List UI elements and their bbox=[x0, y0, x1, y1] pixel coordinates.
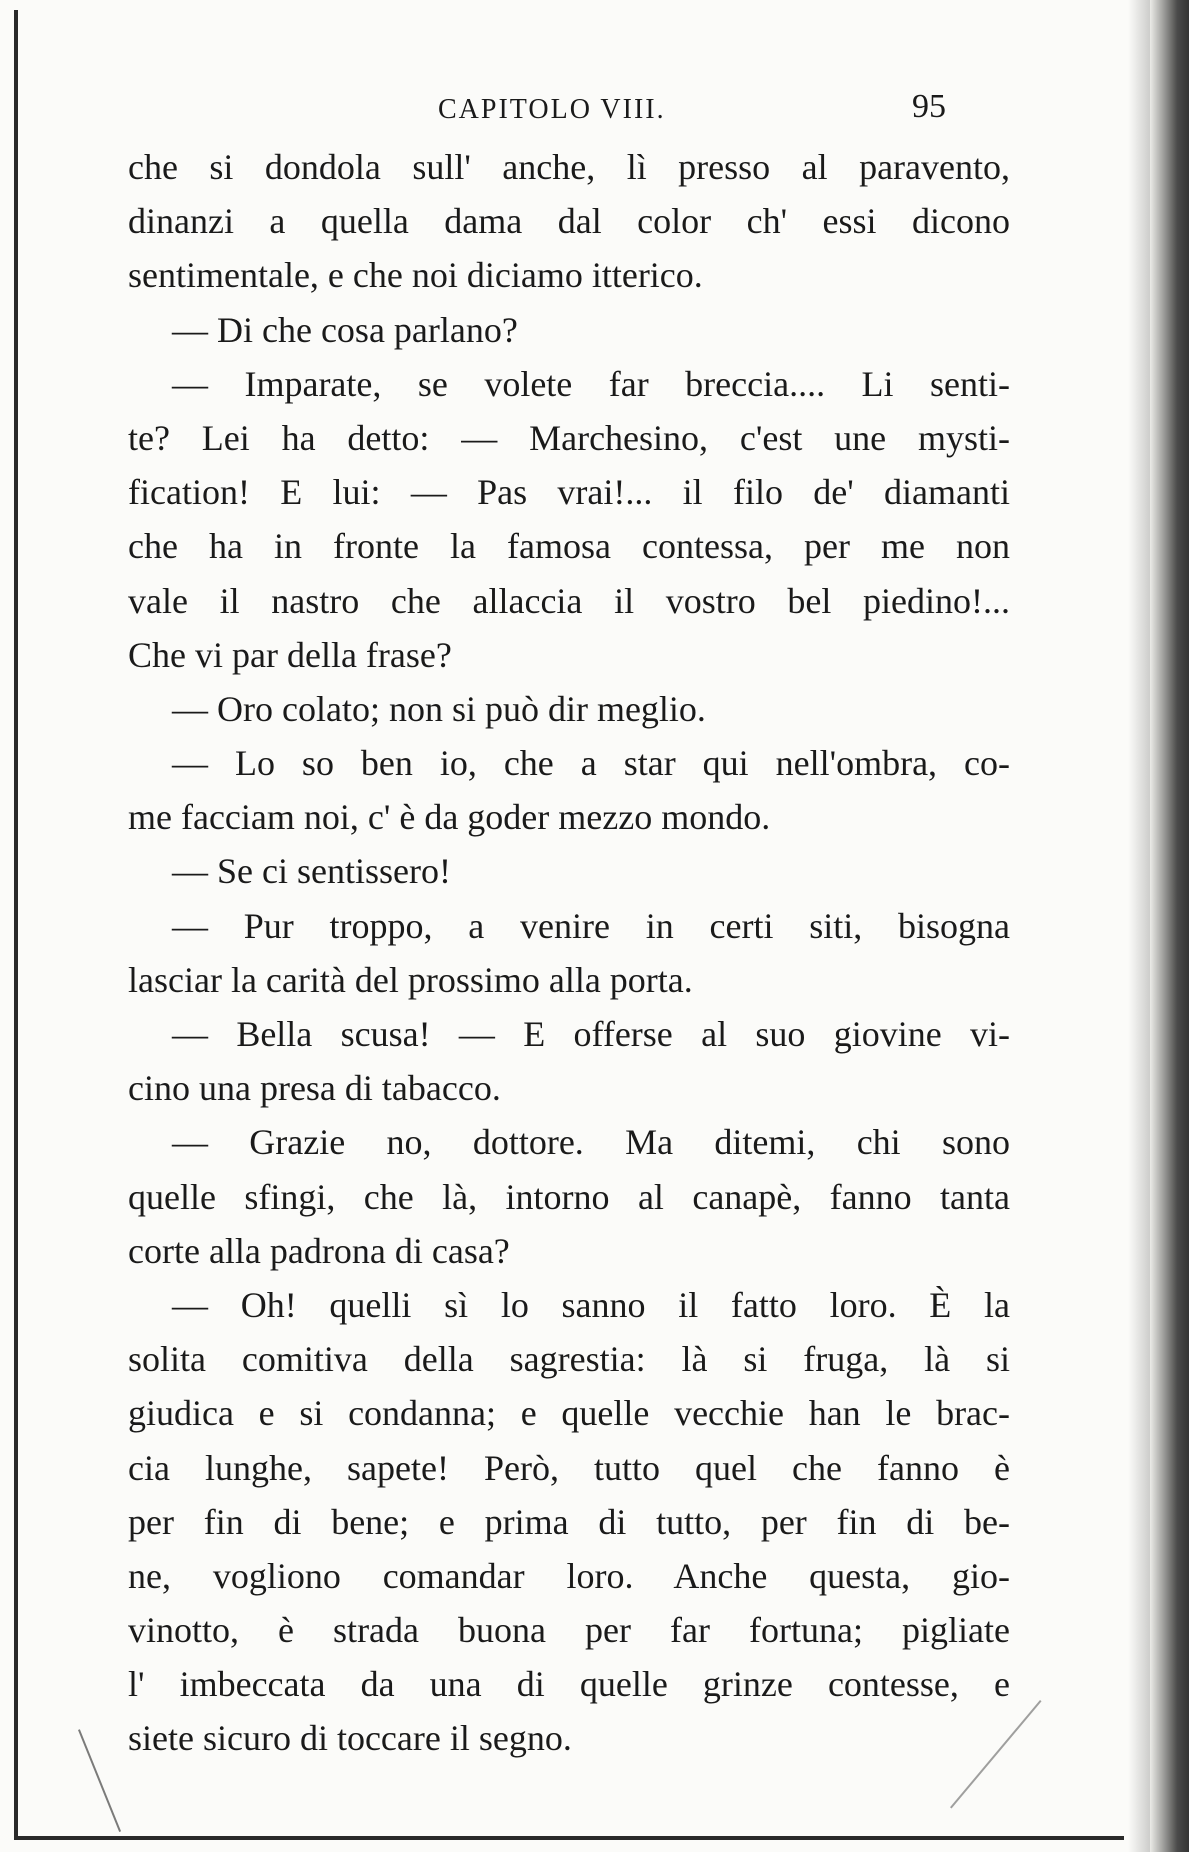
text-line: vale il nastro che allaccia il vostro bel piedino!... bbox=[128, 580, 1010, 621]
text-line: Che vi par della frase? bbox=[128, 634, 452, 675]
text-line: — Oh! quelli sì lo sanno il fatto loro. È la bbox=[172, 1284, 1010, 1325]
text-line: fication! E lui: — Pas vrai!... il filo de' diamanti bbox=[128, 472, 1010, 513]
text-line: che si dondola sull' anche, lì presso al paravento, bbox=[128, 147, 1010, 187]
text-line: che ha in fronte la famosa contessa, per me non bbox=[128, 526, 1010, 567]
text-line: ne, vogliono comandar loro. Anche questa, gio- bbox=[128, 1555, 1010, 1596]
text-line: — Imparate, se volete far breccia.... Li senti- bbox=[172, 363, 1010, 404]
text-line: dinanzi a quella dama dal color ch' essi dicono bbox=[128, 201, 1010, 242]
running-head: CAPITOLO VIII. bbox=[438, 94, 666, 125]
scan-scratch-mark bbox=[78, 1729, 121, 1832]
text-line: cia lunghe, sapete! Però, tutto quel che fanno è bbox=[128, 1447, 1010, 1488]
text-line: me facciam noi, c' è da goder mezzo mondo. bbox=[128, 797, 771, 838]
text-line: giudica e si condanna; e quelle vecchie han le brac- bbox=[128, 1393, 1010, 1434]
text-line: — Bella scusa! — E offerse al suo giovine vi- bbox=[172, 1014, 1010, 1054]
page-bottom-edge bbox=[14, 1836, 1124, 1840]
text-line: cino una presa di tabacco. bbox=[128, 1068, 501, 1109]
text-line: sentimentale, e che noi diciamo itterico. bbox=[128, 255, 703, 296]
page-number: 95 bbox=[912, 88, 946, 125]
text-line: corte alla padrona di casa? bbox=[128, 1230, 510, 1271]
page-right-edge bbox=[1150, 0, 1189, 1852]
text-line: solita comitiva della sagrestia: là si fruga, là si bbox=[128, 1339, 1010, 1380]
text-line: — Se ci sentissero! bbox=[172, 851, 451, 892]
text-line: — Pur troppo, a venire in certi siti, bisogna bbox=[172, 905, 1010, 946]
text-line: te? Lei ha detto: — Marchesino, c'est une mysti- bbox=[128, 417, 1010, 458]
page-header bbox=[130, 88, 1010, 132]
text-line: quelle sfingi, che là, intorno al canapè, fanno tanta bbox=[128, 1176, 1010, 1217]
text-line: per fin di bene; e prima di tutto, per fin di be- bbox=[128, 1501, 1010, 1542]
text-line: vinotto, è strada buona per far fortuna; pigliate bbox=[128, 1610, 1010, 1651]
body-text bbox=[128, 140, 1010, 1766]
text-line: — Lo so ben io, che a star qui nell'ombra, co- bbox=[172, 743, 1010, 784]
page-left-edge bbox=[14, 10, 18, 1840]
text-line: — Grazie no, dottore. Ma ditemi, chi sono bbox=[172, 1122, 1010, 1163]
text-line: siete sicuro di toccare il segno. bbox=[128, 1718, 572, 1759]
text-line: — Oro colato; non si può dir meglio. bbox=[172, 688, 706, 729]
page-gutter-shadow bbox=[1128, 0, 1150, 1852]
text-line: lasciar la carità del prossimo alla porta. bbox=[128, 959, 693, 1000]
text-line: — Di che cosa parlano? bbox=[172, 309, 518, 350]
text-line: l' imbeccata da una di quelle grinze contesse, e bbox=[128, 1664, 1010, 1705]
